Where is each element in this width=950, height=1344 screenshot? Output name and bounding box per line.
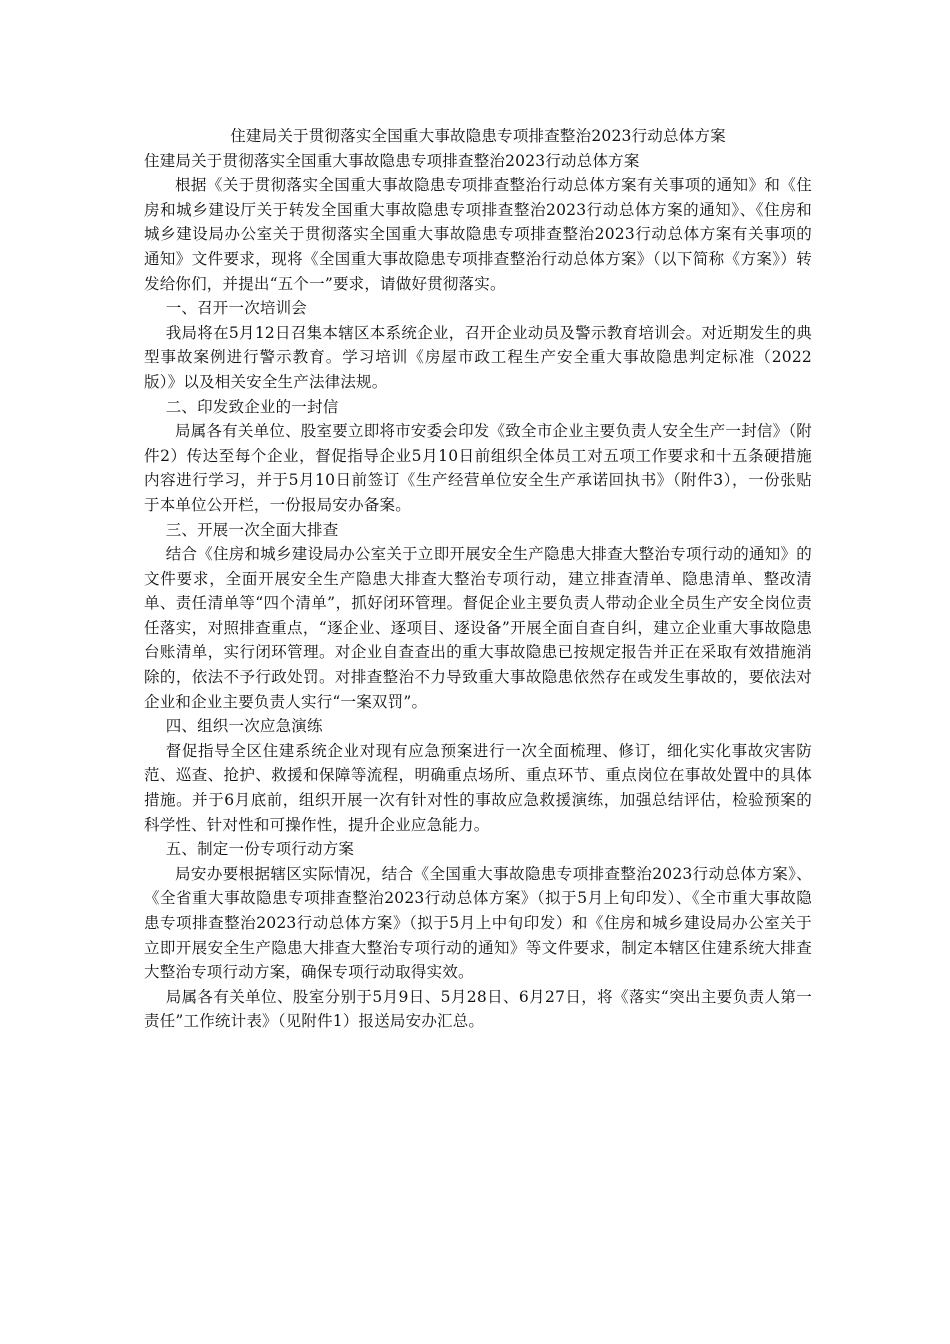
document-content [144, 124, 812, 1034]
intro-paragraph: 根据《关于贯彻落实全国重大事故隐患专项排查整治行动总体方案有关事项的通知》和《住房和城乡建设厅关于转发全国重大事故隐患专项排查整治2023行动总体方案的通知》、《住房和城乡建设局办公室关于贯彻落实全国重大事故隐患专项排查整治2023行动总体方案有关事项的通知》文件要求，现将《全国重大事故隐患专项排查整治行动总体方案》（以下简称《方案》）转发给你们，并提出“五个一”要求，请做好贯彻落实。 [144, 176, 812, 293]
section-heading-training: 一、召开一次培训会 [165, 299, 307, 318]
section-body-inspection: 结合《住房和城乡建设局办公室关于立即开展安全生产隐患大排查大整治专项行动的通知》的文件要求，全面开展安全生产隐患大排查大整治专项行动，建立排查清单、隐患清单、整改清单、责任清单等“四个清单”，抓好闭环管理。督促企业主要负责人带动企业全员生产安全岗位责任落实，对照排查重点，“逐企业、逐项目、逐设备”开展全面自查自纠，建立企业重大事故隐患台账清单，实行闭环管理。对企业自查查出的重大事故隐患已按规定报告并正在采取有效措施消除的，依法不予行政处罚。对排查整治不力导致重大事故隐患依然存在或发生事故的，要依法对企业和企业主要负责人实行“一案双罚”。 [144, 545, 812, 711]
section-heading-letter: 二、印发致企业的一封信 [165, 397, 339, 416]
section-body-training: 我局将在5月12日召集本辖区本系统企业，召开企业动员及警示教育培训会。对近期发生的典型事故案例进行警示教育。学习培训《房屋市政工程生产安全重大事故隐患判定标准（2022版）》以及相关安全生产法律法规。 [144, 323, 812, 391]
section-body-plan: 局安办要根据辖区实际情况，结合《全国重大事故隐患专项排查整治2023行动总体方案》、《全省重大事故隐患专项排查整治2023行动总体方案》（拟于5月上旬印发）、《全市重大事故隐患专项排查整治2023行动总体方案》（拟于5月上中旬印发）和《住房和城乡建设局办公室关于立即开展安全生产隐患大排查大整治专项行动的通知》等文件要求，制定本辖区住建系统大排查大整治专项行动方案，确保专项行动取得实效。 [144, 864, 812, 982]
closing-paragraph: 局属各有关单位、股室分别于5月9日、5月28日、6月27日，将《落实“突出主要负责人第一责任”工作统计表》（见附件1）报送局安办汇总。 [144, 987, 812, 1031]
section-body-drill: 督促指导全区住建系统企业对现有应急预案进行一次全面梳理、修订，细化实化事故灾害防范、巡查、抢护、救援和保障等流程，明确重点场所、重点环节、重点岗位在事故处置中的具体措施。并于6月底前，组织开展一次有针对性的事故应急救援演练，加强总结评估，检验预案的科学性、针对性和可操作性，提升企业应急能力。 [144, 741, 812, 834]
section-body-letter: 局属各有关单位、股室要立即将市安委会印发《致全市企业主要负责人安全生产一封信》（附件2）传达至每个企业，督促指导企业5月10日前组织全体员工对五项工作要求和十五条硬措施内容进行学习，并于5月10日前签订《生产经营单位安全生产承诺回执书》（附件3），一份张贴于本单位公开栏，一份报局安办备案。 [144, 422, 812, 514]
section-heading-inspection: 三、开展一次全面大排查 [165, 520, 339, 539]
section-heading-plan: 五、制定一份专项行动方案 [165, 840, 355, 859]
document-subtitle: 住建局关于贯彻落实全国重大事故隐患专项排查整治2023行动总体方案 [144, 151, 640, 170]
section-heading-drill: 四、组织一次应急演练 [165, 717, 323, 736]
document-title: 住建局关于贯彻落实全国重大事故隐患专项排查整治2023行动总体方案 [230, 127, 726, 145]
